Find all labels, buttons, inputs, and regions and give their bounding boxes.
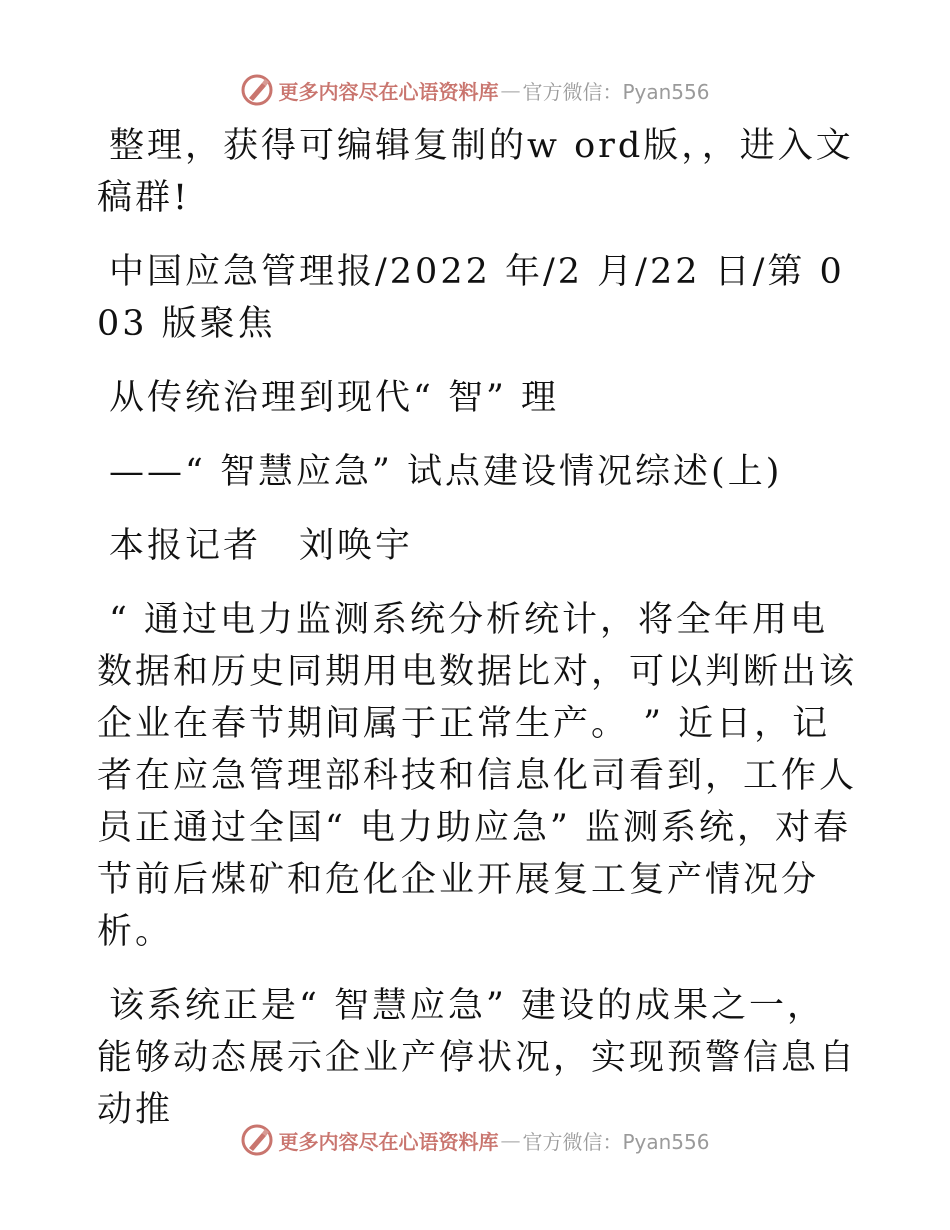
watermark-main-text: 更多内容尽在心语资料库: [278, 1129, 499, 1154]
pen-logo-icon: [240, 1123, 274, 1157]
watermark-sub-text: 官方微信：Pyan556: [522, 1129, 710, 1154]
article-title: 从传统治理到现代“ 智” 理: [109, 378, 560, 418]
paragraph-source: 中国应急管理报/2022 年/2 月/22 日/第 003 版聚焦: [97, 252, 845, 344]
pen-logo-icon: [240, 73, 274, 107]
document-body: [97, 120, 857, 1158]
watermark-main-text: 更多内容尽在心语资料库: [278, 79, 499, 104]
watermark-dash: —: [500, 78, 521, 102]
paragraph-body-2: 该系统正是“ 智慧应急” 建设的成果之一，能够动态展示企业产停状况，实现预警信息自动推: [97, 986, 858, 1130]
paragraph-intro: 整理，获得可编辑复制的w ord版，，进入文稿群!: [97, 126, 854, 218]
paragraph-body-1: “ 通过电力监测系统分析统计，将全年用电数据和历史同期用电数据比对，可以判断出该企业在春节期间属于正常生产。 ” 近日，记者在应急管理部科技和信息化司看到，工作人员正通过全国“ 电力助应急” 监测系统，对春节前后煤矿和危化企业开展复工复产情况分析。: [97, 600, 858, 952]
footer-watermark: [0, 1120, 950, 1160]
article-subtitle: ——“ 智慧应急” 试点建设情况综述(上): [109, 452, 783, 492]
watermark-dash: —: [500, 1128, 521, 1152]
watermark-sub-text: 官方微信：Pyan556: [522, 79, 710, 104]
header-watermark: [0, 70, 950, 110]
article-byline: 本报记者 刘唤宇: [109, 526, 414, 566]
